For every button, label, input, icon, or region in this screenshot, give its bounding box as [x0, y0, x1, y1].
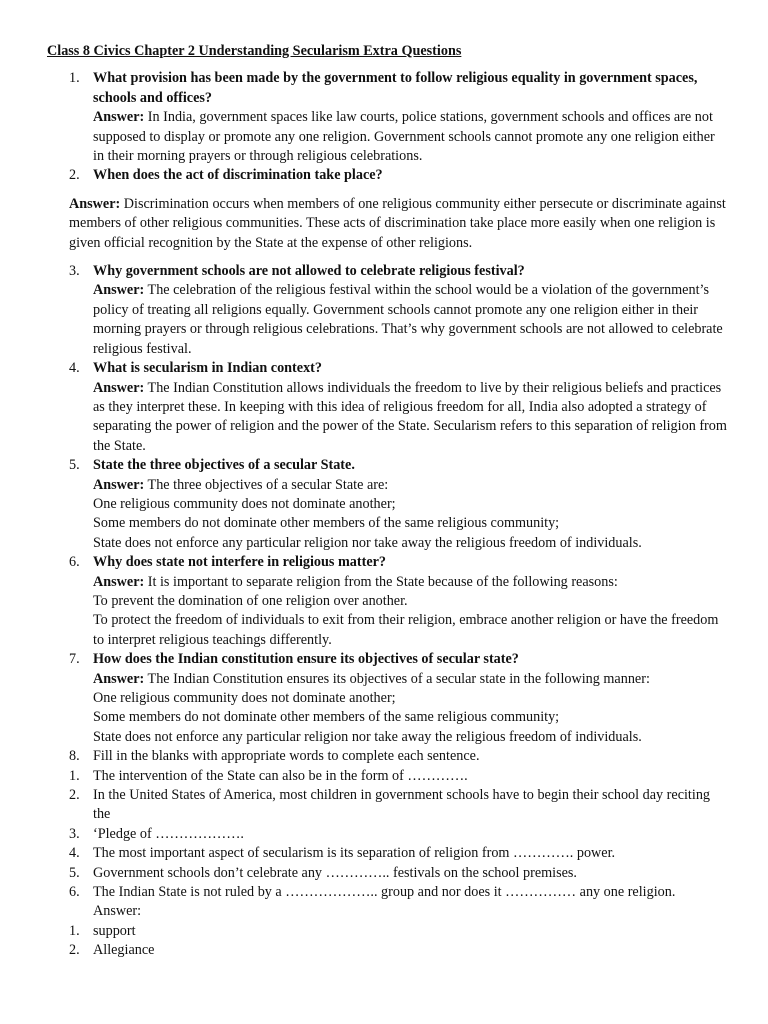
- question-item-8: [47, 747, 728, 766]
- answer-line: Some members do not dominate other members of the same religious community;: [93, 709, 560, 726]
- question-text: State the three objectives of a secular State.: [93, 457, 355, 474]
- blank-text: ‘Pledge of ……………….: [93, 825, 244, 842]
- answer-label: Answer:: [69, 195, 121, 212]
- document-title: Class 8 Civics Chapter 2 Understanding Secularism Extra Questions: [47, 43, 462, 59]
- question-text: How does the Indian constitution ensure its objectives of secular state?: [93, 651, 519, 668]
- answer-text: Discrimination occurs when members of one religious community either persecute or discriminate against members of other religious communities. These acts of discrimination take place more easily when one religion is given official recognition by the State at the expense of other religions.: [69, 195, 726, 251]
- question-item-4: [47, 359, 728, 456]
- question-text: Fill in the blanks with appropriate words to complete each sentence.: [93, 748, 480, 765]
- blank-item-1: [47, 767, 728, 786]
- answer-line: Some members do not dominate other members of the same religious community;: [93, 515, 560, 532]
- blank-item-5: [47, 864, 728, 883]
- answer-text: support: [93, 922, 136, 939]
- question-text: When does the act of discrimination take place?: [93, 167, 383, 184]
- blank-number: 1.: [69, 767, 80, 784]
- question-number: 6.: [69, 554, 80, 571]
- blank-number: 6.: [69, 884, 80, 901]
- question-item-7: [47, 650, 728, 747]
- answer-line: To protect the freedom of individuals to exit from their religion, embrace another religion or have the freedom to interpret religious teachings differently.: [93, 612, 719, 648]
- blank-text: Government schools don’t celebrate any ………….. festivals on the school premises.: [93, 864, 577, 881]
- question-text: What provision has been made by the government to follow religious equality in government spaces, schools and offices?: [93, 70, 698, 106]
- answer-text: The celebration of the religious festival within the school would be a violation of the government’s policy of treating all religions equally. Government schools cannot promote any one religion either in their morning prayers or through religious celebrations. That’s why government schools are not allowed to celebrate religious festival.: [93, 282, 723, 357]
- question-number: 3.: [69, 263, 80, 280]
- answer-block: [93, 108, 728, 166]
- blank-number: 4.: [69, 845, 80, 862]
- question-item-6: [47, 553, 728, 650]
- answer-label: Answer:: [93, 282, 145, 299]
- question-item-3: [47, 262, 728, 359]
- question-item-1: [47, 69, 728, 166]
- answer-line: To prevent the domination of one religion over another.: [93, 592, 408, 609]
- blank-item-6: [47, 883, 728, 922]
- question-number: 8.: [69, 748, 80, 765]
- answer-text: The Indian Constitution allows individuals the freedom to live by their religious beliefs and practices as they interpret these. In keeping with this idea of religious freedom for all, India also adopted a strategy of separating the power of religion and the power of the State. Secularism refers to this separation of religion from the State.: [93, 379, 727, 454]
- answer-text: The Indian Constitution ensures its objectives of a secular state in the following manner:: [147, 670, 650, 687]
- answer-item-1: [47, 922, 728, 941]
- answer-paragraph-2: [69, 195, 728, 253]
- blank-item-2: [47, 786, 728, 825]
- blank-item-3: [47, 825, 728, 844]
- answer-line: State does not enforce any particular religion nor take away the religious freedom of individuals.: [93, 728, 642, 745]
- blank-number: 2.: [69, 787, 80, 804]
- blank-text: The Indian State is not ruled by a ……………….. group and nor does it …………… any one religion.: [93, 884, 676, 901]
- answer-text: Allegiance: [93, 942, 155, 959]
- answer-label: Answer:: [93, 573, 145, 590]
- question-number: 2.: [69, 167, 80, 184]
- answer-line: One religious community does not dominate another;: [93, 690, 396, 706]
- answer-label: Answer:: [93, 903, 142, 920]
- question-text: Why government schools are not allowed to celebrate religious festival?: [93, 263, 525, 280]
- blank-text: The intervention of the State can also be in the form of ………….: [93, 767, 468, 784]
- blank-text: In the United States of America, most children in government schools have to begin their school day reciting the: [93, 787, 711, 823]
- answer-block: [93, 379, 728, 457]
- question-text: What is secularism in Indian context?: [93, 360, 322, 377]
- question-text: Why does state not interfere in religious matter?: [93, 554, 387, 571]
- answer-block: [93, 476, 728, 495]
- answer-item-2: [47, 941, 728, 960]
- question-number: 7.: [69, 651, 80, 668]
- answer-label: Answer:: [93, 670, 145, 687]
- question-item-5: [47, 456, 728, 553]
- answer-text: The three objectives of a secular State are:: [147, 476, 389, 493]
- answer-number: 1.: [69, 922, 80, 939]
- answer-block: [93, 670, 728, 689]
- question-number: 1.: [69, 70, 80, 87]
- answer-text: In India, government spaces like law courts, police stations, government schools and offices are not supposed to display or promote any one religion. Government schools cannot promote any one religion either in their morning prayers or through religious celebrations.: [93, 109, 715, 165]
- question-number: 4.: [69, 360, 80, 377]
- blank-text: The most important aspect of secularism is its separation of religion from …………. power.: [93, 845, 616, 862]
- answer-number: 2.: [69, 942, 80, 959]
- answer-label: Answer:: [93, 379, 145, 396]
- answer-label: Answer:: [93, 476, 145, 493]
- answer-text: It is important to separate religion from the State because of the following reasons:: [147, 573, 618, 590]
- answer-block: [93, 281, 728, 359]
- answer-block: [93, 573, 728, 592]
- blank-item-4: [47, 844, 728, 863]
- blank-number: 3.: [69, 825, 80, 842]
- question-number: 5.: [69, 457, 80, 474]
- answer-line: One religious community does not dominate another;: [93, 495, 396, 512]
- blank-number: 5.: [69, 864, 80, 881]
- question-item-2: [47, 166, 728, 185]
- answer-line: State does not enforce any particular religion nor take away the religious freedom of individuals.: [93, 534, 642, 551]
- answer-label: Answer:: [93, 109, 145, 126]
